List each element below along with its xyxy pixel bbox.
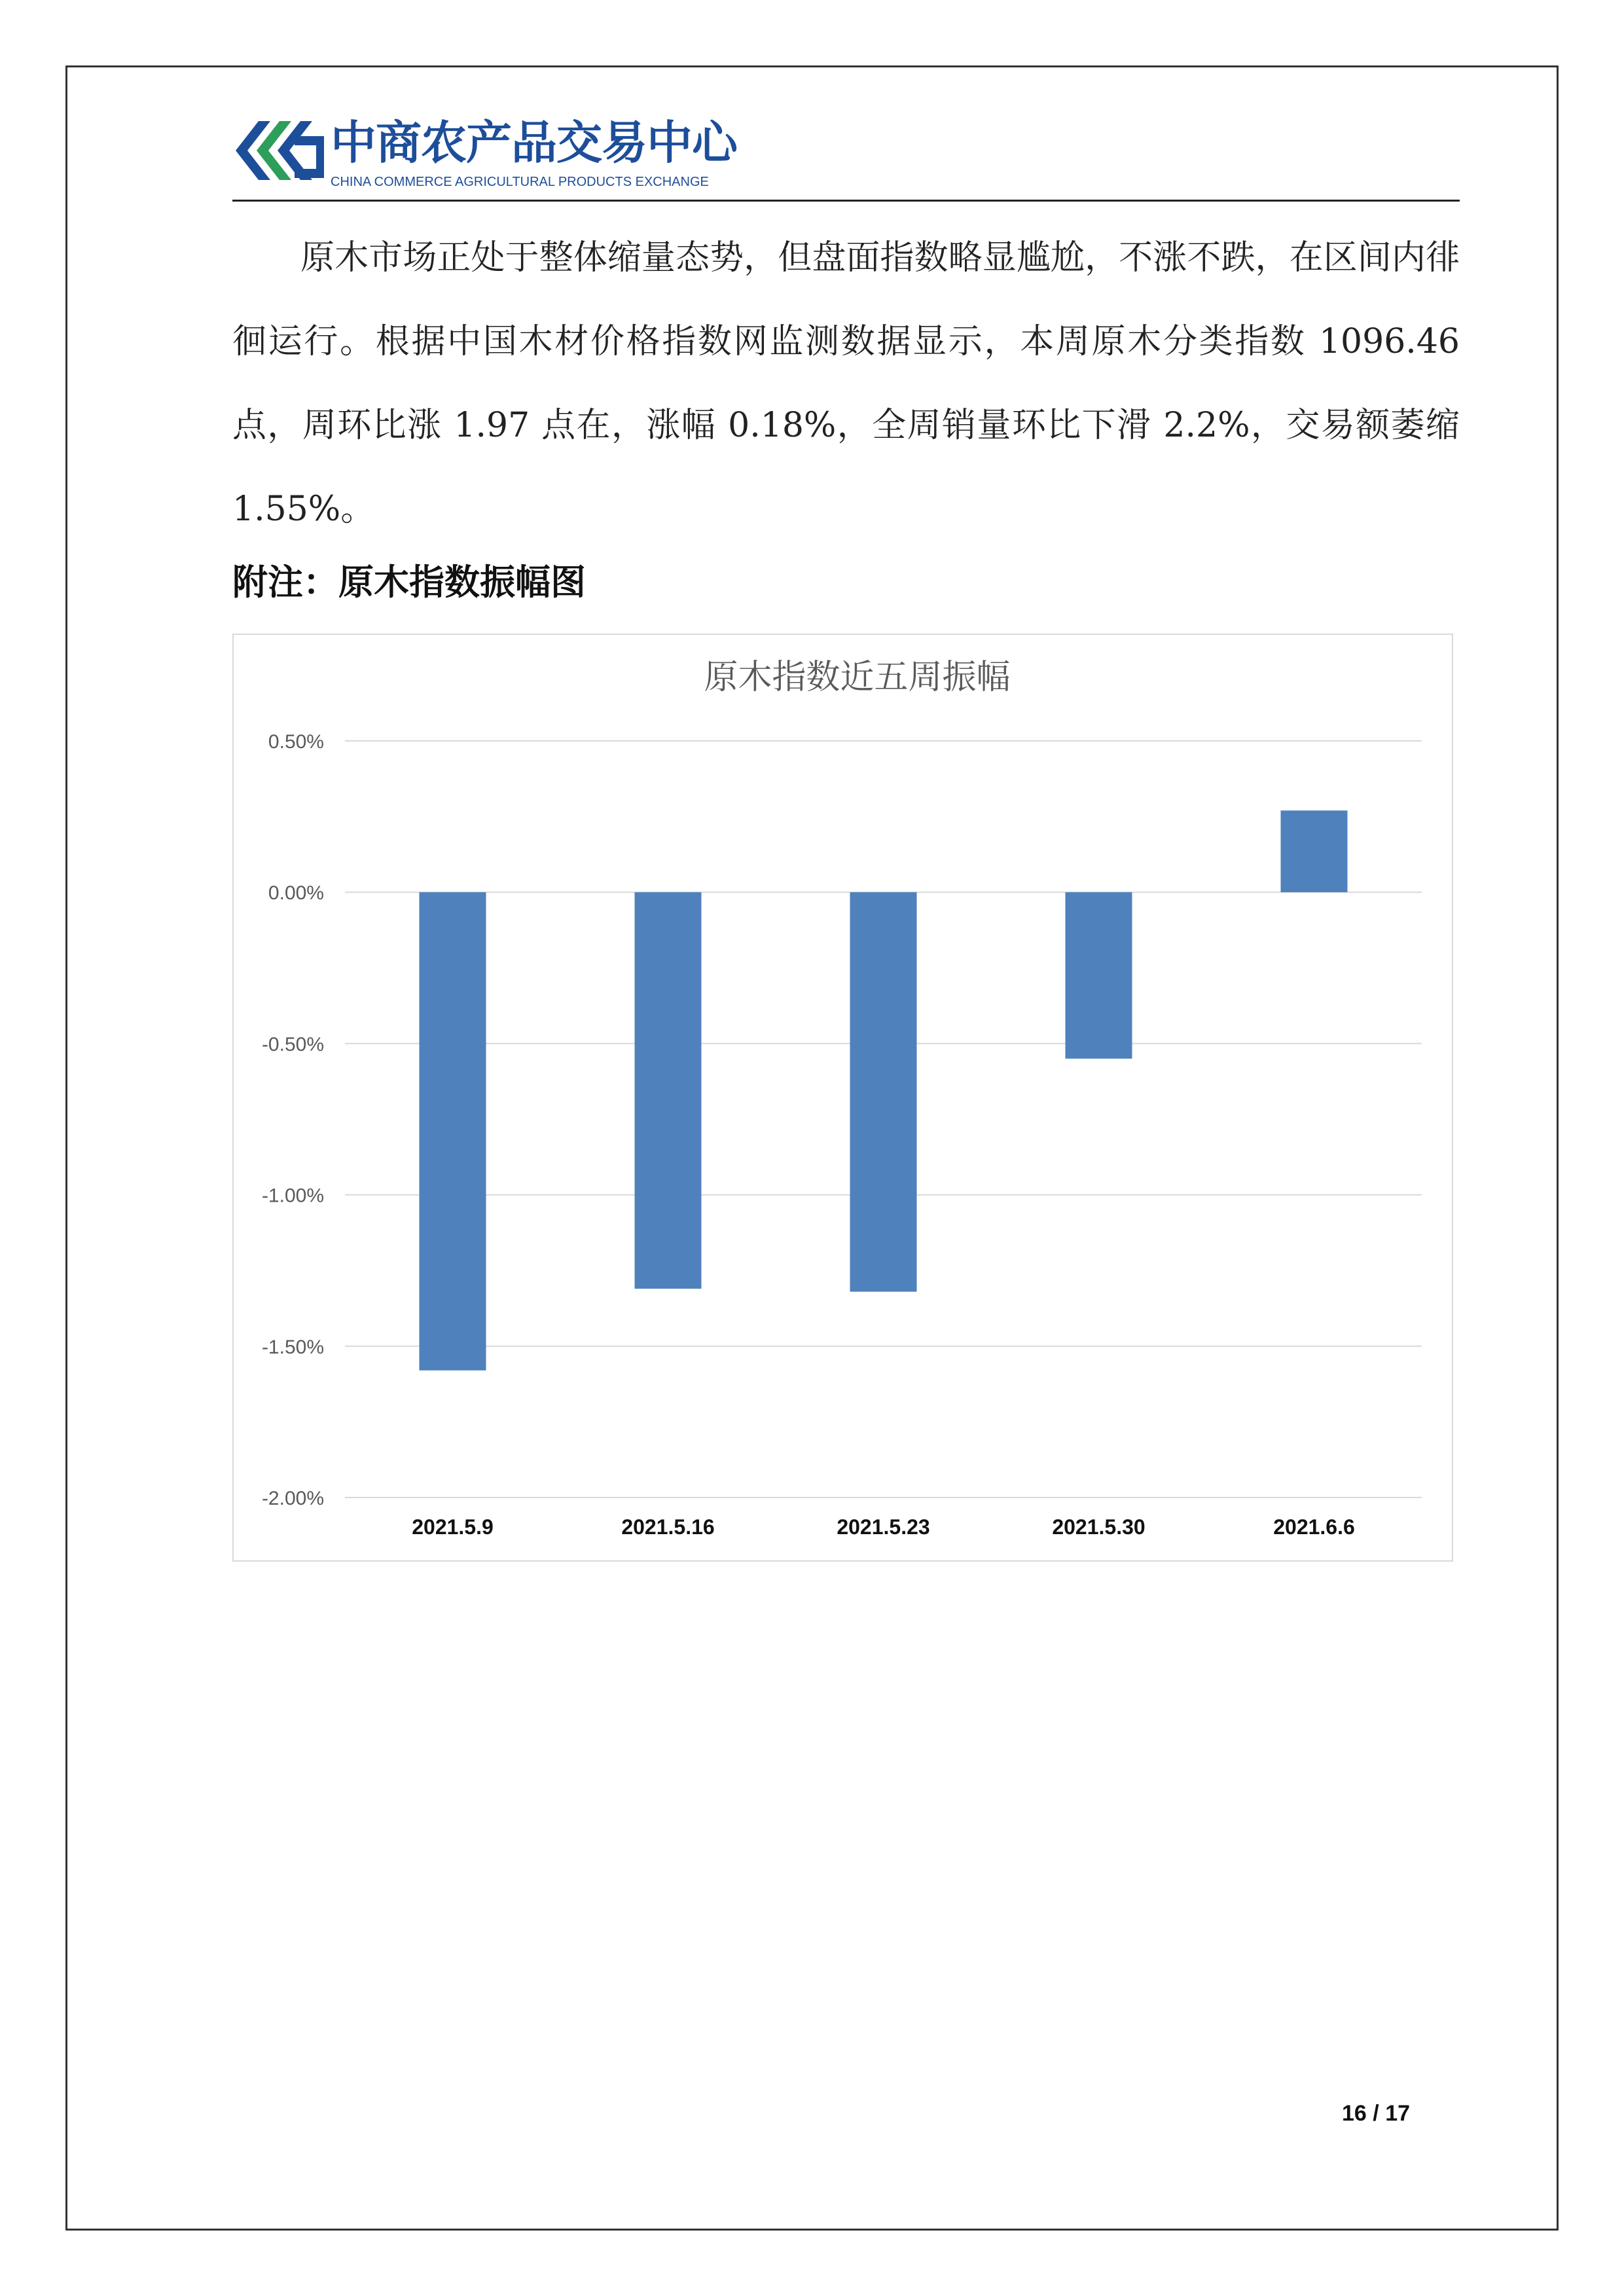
y-tick-label: 0.50%: [268, 731, 324, 753]
x-tick-label: 2021.6.6: [1273, 1515, 1355, 1539]
bar: [1281, 810, 1348, 892]
logo-chinese-name: 中商农产品交易中心: [331, 116, 737, 170]
y-tick-label: -0.50%: [261, 1033, 324, 1056]
x-tick-label: 2021.5.9: [412, 1515, 494, 1539]
exchange-logo-icon: [232, 115, 324, 187]
chart-note-heading: 附注：原木指数振幅图: [232, 562, 586, 603]
x-tick-label: 2021.5.23: [837, 1515, 930, 1539]
y-tick-label: 0.00%: [268, 882, 324, 905]
page-number: [1342, 2101, 1410, 2126]
amplitude-chart: [232, 634, 1453, 1562]
x-tick-label: 2021.5.30: [1052, 1515, 1146, 1539]
y-tick-label: -1.00%: [261, 1185, 324, 1207]
header-divider: [232, 200, 1460, 202]
bar: [1066, 892, 1132, 1058]
chart-canvas: [234, 635, 1454, 1563]
y-tick-label: -2.00%: [261, 1488, 324, 1509]
bar: [635, 892, 702, 1289]
bar: [420, 892, 486, 1371]
market-paragraph: 原木市场正处于整体缩量态势，但盘面指数略显尴尬，不涨不跌，在区间内徘徊运行。根据中国木材价格指数网监测数据显示，本周原木分类指数 1096.46 点，周环比涨 1.97 点在，涨幅 0.18%，全周销量环比下滑 2.2%，交易额萎缩 1.55%。: [232, 238, 1460, 529]
y-tick-label: -1.50%: [261, 1336, 324, 1358]
chart-title: 原木指数近五周振幅: [704, 658, 1011, 697]
logo-english-name: CHINA COMMERCE AGRICULTURAL PRODUCTS EXCHANGE: [331, 175, 709, 189]
body-text: [232, 216, 1460, 551]
header: [232, 115, 1460, 196]
page-total: 17: [1385, 2101, 1411, 2126]
page-separator: /: [1373, 2101, 1379, 2126]
bar: [850, 892, 917, 1291]
x-tick-label: 2021.5.16: [621, 1515, 715, 1539]
page-current: 16: [1342, 2101, 1367, 2126]
